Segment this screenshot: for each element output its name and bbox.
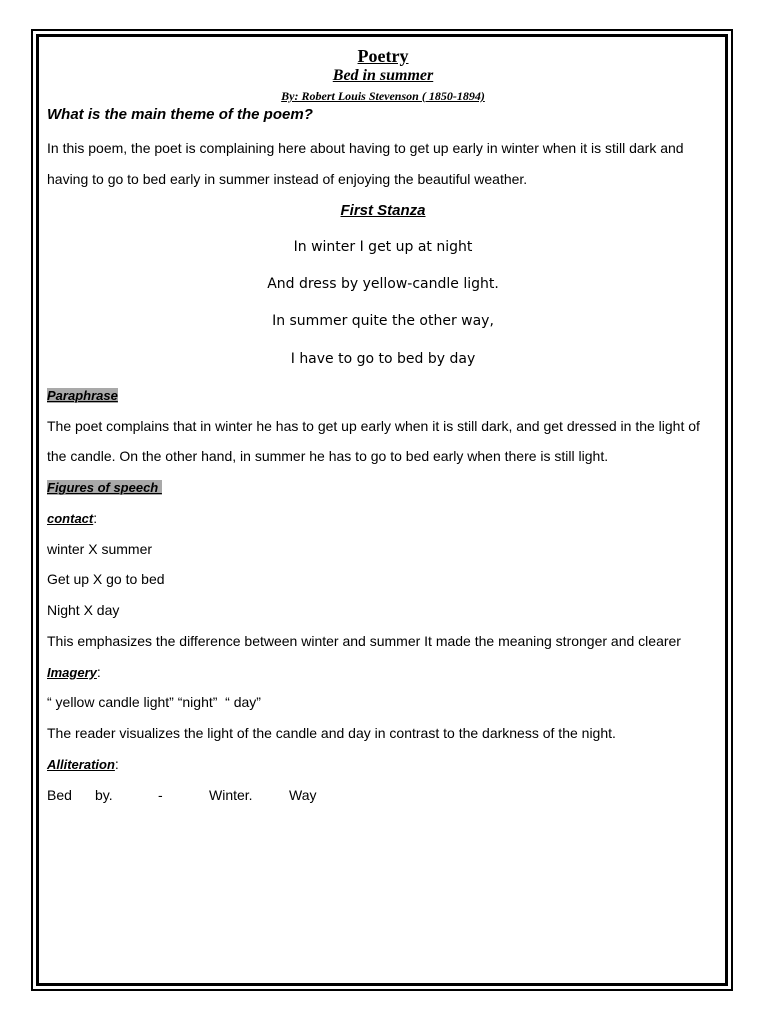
alliteration-word-4: Winter. xyxy=(209,787,253,803)
theme-answer-line-2: having to go to bed early in summer instead of enjoying the beautiful weather. xyxy=(47,171,528,187)
imagery-examples: “ yellow candle light” “night” “ day” xyxy=(47,694,261,710)
figures-heading xyxy=(47,479,162,495)
contact-pair-3: Night X day xyxy=(47,602,120,618)
alliteration-heading xyxy=(47,756,119,772)
theme-answer-line-1: In this poem, the poet is complaining here about having to get up early in winter when it is still dark and xyxy=(47,140,684,156)
alliteration-words xyxy=(47,787,719,807)
imagery-note: The reader visualizes the light of the candle and day in contrast to the darkness of the night. xyxy=(47,725,616,741)
alliteration-word-1: Bed xyxy=(47,787,72,803)
poem-line-2: And dress by yellow-candle light. xyxy=(267,276,499,292)
imagery-label: Imagery xyxy=(47,665,97,680)
contact-pair-1: winter X summer xyxy=(47,541,153,557)
contact-pair-2: Get up X go to bed xyxy=(47,571,165,587)
paraphrase-line-1: The poet complains that in winter he has to get up early when it is still dark, and get dressed in the light of xyxy=(47,418,700,434)
paraphrase-line-2: the candle. On the other hand, in summer he has to go to bed early when there is still light. xyxy=(47,448,609,464)
document-body xyxy=(47,44,719,974)
paraphrase-label: Paraphrase xyxy=(47,388,118,403)
alliteration-colon: : xyxy=(114,756,119,772)
alliteration-label: Alliteration xyxy=(47,757,115,772)
paraphrase-heading xyxy=(47,387,118,403)
contact-note: This emphasizes the difference between winter and summer It made the meaning stronger and clearer xyxy=(47,633,681,649)
poem-line-1: In winter I get up at night xyxy=(293,239,473,255)
contact-label: contact xyxy=(47,511,94,526)
stanza-heading: First Stanza xyxy=(340,202,426,219)
poem-author: By: Robert Louis Stevenson ( 1850-1894) xyxy=(281,89,485,103)
imagery-colon: : xyxy=(96,664,101,680)
poem-line-4: I have to go to bed by day xyxy=(290,351,476,367)
poem-title: Bed in summer xyxy=(332,67,434,84)
contact-colon: : xyxy=(93,510,98,526)
imagery-heading xyxy=(47,664,101,680)
figures-label: Figures of speech xyxy=(47,480,162,495)
poem-line-3: In summer quite the other way, xyxy=(272,313,494,329)
theme-question: What is the main theme of the poem? xyxy=(47,106,313,123)
alliteration-word-2: by. xyxy=(95,787,113,803)
alliteration-word-3: - xyxy=(158,787,163,803)
page-title: Poetry xyxy=(357,46,409,66)
alliteration-word-5: Way xyxy=(289,787,317,803)
contact-heading xyxy=(47,510,97,526)
